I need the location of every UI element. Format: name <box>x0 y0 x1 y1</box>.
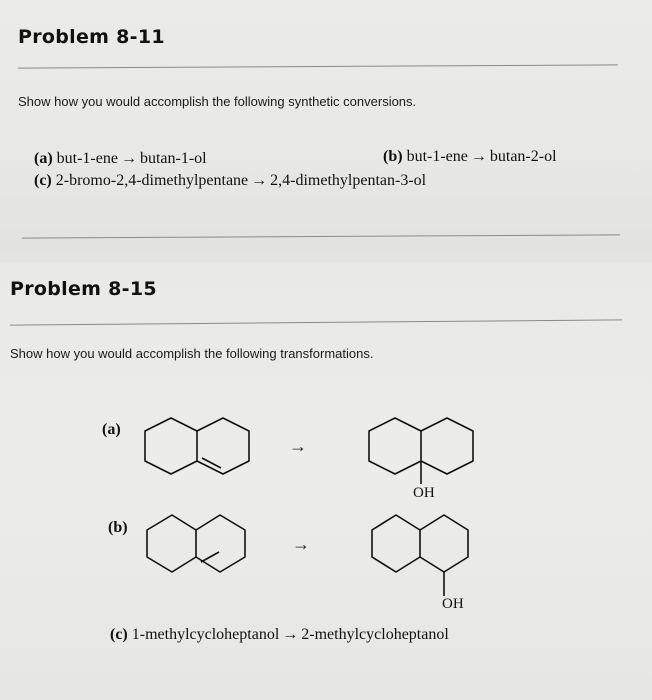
reaction-arrow-icon: → <box>292 534 310 554</box>
decalol-product-b-icon <box>368 512 488 602</box>
problem-8-15-title: Problem 8-15 <box>10 278 157 300</box>
octahydronaphthalene-reactant-b-icon <box>142 512 282 582</box>
problem-8-15-instructions: Show how you would accomplish the following transformations. <box>10 346 374 361</box>
conversion-c-label: (c) <box>34 172 52 189</box>
conversion-a-start: but-1-ene <box>56 150 118 167</box>
part-c-conversion <box>110 626 449 644</box>
part-c-start: 1-methylcycloheptanol <box>131 626 280 643</box>
conversion-a <box>34 150 207 168</box>
reaction-arrow-icon: → <box>282 626 299 643</box>
problem-8-15-panel <box>0 262 652 700</box>
part-a-hydroxyl-label: OH <box>413 485 435 501</box>
octahydronaphthalene-reactant-a-icon <box>138 416 278 486</box>
conversion-b <box>383 148 557 166</box>
conversion-b-label: (b) <box>383 148 403 165</box>
conversion-a-label: (a) <box>34 150 53 167</box>
part-c-label: (c) <box>110 626 128 643</box>
title-divider <box>18 64 618 68</box>
part-b-label: (b) <box>108 519 128 536</box>
title-divider <box>10 319 622 325</box>
section-divider <box>22 234 620 238</box>
conversion-c <box>34 172 426 190</box>
conversion-a-product: butan-1-ol <box>139 150 207 167</box>
conversion-b-product: butan-2-ol <box>489 148 557 165</box>
part-a-label: (a) <box>102 421 121 438</box>
reaction-arrow-icon: → <box>251 172 268 189</box>
part-c-product: 2-methylcycloheptanol <box>301 626 449 643</box>
problem-8-11-title: Problem 8-11 <box>18 26 165 48</box>
problem-8-11-panel <box>0 0 652 252</box>
reaction-arrow-icon: → <box>120 150 137 167</box>
reaction-arrow-icon: → <box>289 436 307 456</box>
conversion-b-start: but-1-ene <box>406 148 468 165</box>
decalol-product-a-icon <box>366 416 486 486</box>
part-b-hydroxyl-label: OH <box>442 596 464 612</box>
conversion-c-start: 2-bromo-2,4-dimethylpentane <box>55 172 249 189</box>
reaction-arrow-icon: → <box>470 148 487 165</box>
conversion-c-product: 2,4-dimethylpentan-3-ol <box>270 172 427 189</box>
problem-8-11-instructions: Show how you would accomplish the following synthetic conversions. <box>18 94 417 109</box>
